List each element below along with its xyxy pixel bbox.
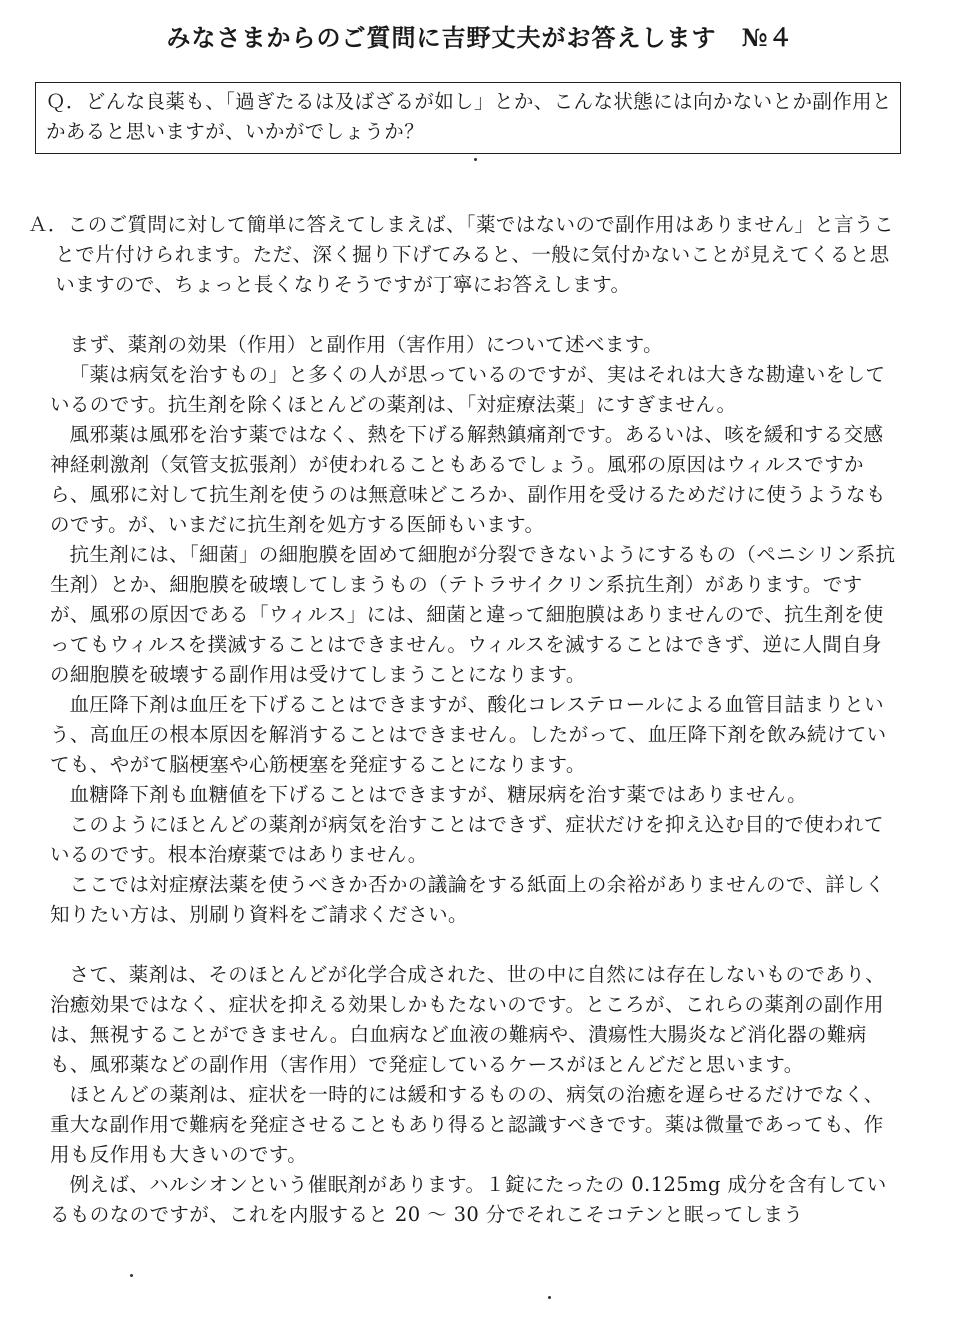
answer-intro: Ａ．このご質問に対して簡単に答えてしまえば、「薬ではないので副作用はありません」と言うことで片付けられます。ただ、深く掘り下げてみると、一般に気付かないことが見えてくると思いますので、ちょっと長くなりそうですが丁寧にお答えします。 — [28, 213, 894, 296]
paragraph: 血糖降下剤も血糖値を下げることはできますが、糖尿病を治す薬ではありません。 — [69, 783, 807, 806]
scan-speck — [474, 158, 477, 161]
scan-speck — [130, 1274, 133, 1277]
question-box — [35, 82, 901, 154]
paragraph: さて、薬剤は、そのほとんどが化学合成された、世の中に自然には存在しないものであり、治癒効果ではなく、症状を抑える効果しかもたないのです。ところが、これらの薬剤の副作用は、無視することができません。白血病など血液の難病や、潰瘍性大腸炎など消化器の難病も、風邪薬などの副作用（害作用）で発症しているケースがほとんどだと思います。 — [50, 963, 886, 1076]
paragraph: ほとんどの薬剤は、症状を一時的には緩和するものの、病気の治癒を遅らせるだけでなく、重大な副作用で難病を発症させることもあり得ると認識すべきです。薬は微量であっても、作用も反作用も大きいのです。 — [50, 1083, 884, 1166]
paragraph: このようにほとんどの薬剤が病気を治すことはできず、症状だけを抑え込む目的で使われているのです。根本治療薬ではありません。 — [50, 813, 884, 866]
page-title: みなさまからのご質問に吉野丈夫がお答えします №４ — [166, 23, 794, 52]
paragraph: ここでは対症療法薬を使うべきか否かの議論をする紙面上の余裕がありませんので、詳しく知りたい方は、別刷り資料をご請求ください。 — [50, 873, 886, 926]
paragraph: 例えば、ハルシオンという催眠剤があります。１錠にたったの 0.125mg 成分を含有しているものなのですが、これを内服すると 20 ～ 30 分でそれこそコテンと眠ってしまう — [50, 1173, 887, 1226]
paragraph: 抗生剤には、「細菌」の細胞膜を固めて細胞が分裂できないようにするもの（ペニシリン系抗生剤）とか、細胞膜を破壊してしまうもの（テトラサイクリン系抗生剤）があります。ですが、風邪の原因である「ウィルス」には、細菌と違って細胞膜はありませんので、抗生剤を使ってもウィルスを撲滅することはできません。ウィルスを滅することはできず、逆に人間自身の細胞膜を破壊する副作用は受けてしまうことになります。 — [50, 543, 896, 686]
scan-speck — [548, 1296, 551, 1299]
paragraph: 風邪薬は風邪を治す薬ではなく、熱を下げる解熱鎮痛剤です。あるいは、咳を緩和する交感神経刺激剤（気管支拡張剤）が使われることもあるでしょう。風邪の原因はウィルスですから、風邪に対して抗生剤を使うのは無意味どころか、副作用を受けるためだけに使うようなものです。が、いまだに抗生剤を処方する医師もいます。 — [50, 423, 886, 536]
paragraph: まず、薬剤の効果（作用）と副作用（害作用）について述べます。 — [69, 333, 663, 356]
paragraph: 血圧降下剤は血圧を下げることはできますが、酸化コレステロールによる血管目詰まりという、高血圧の根本原因を解消することはできません。したがって、血圧降下剤を飲み続けていても、やがて脳梗塞や心筋梗塞を発症することになります。 — [50, 693, 887, 776]
answer-body — [28, 210, 900, 1230]
question-text: Ｑ．どんな良薬も、「過ぎたるは及ばざるが如し」とか、こんな状態には向かないとか副作用とかあると思いますが、いかがでしょうか？ — [46, 90, 892, 143]
paragraph: 「薬は病気を治すもの」と多くの人が思っているのですが、実はそれは大きな勘違いをしているのです。抗生剤を除くほとんどの薬剤は、「対症療法薬」にすぎません。 — [50, 363, 886, 416]
